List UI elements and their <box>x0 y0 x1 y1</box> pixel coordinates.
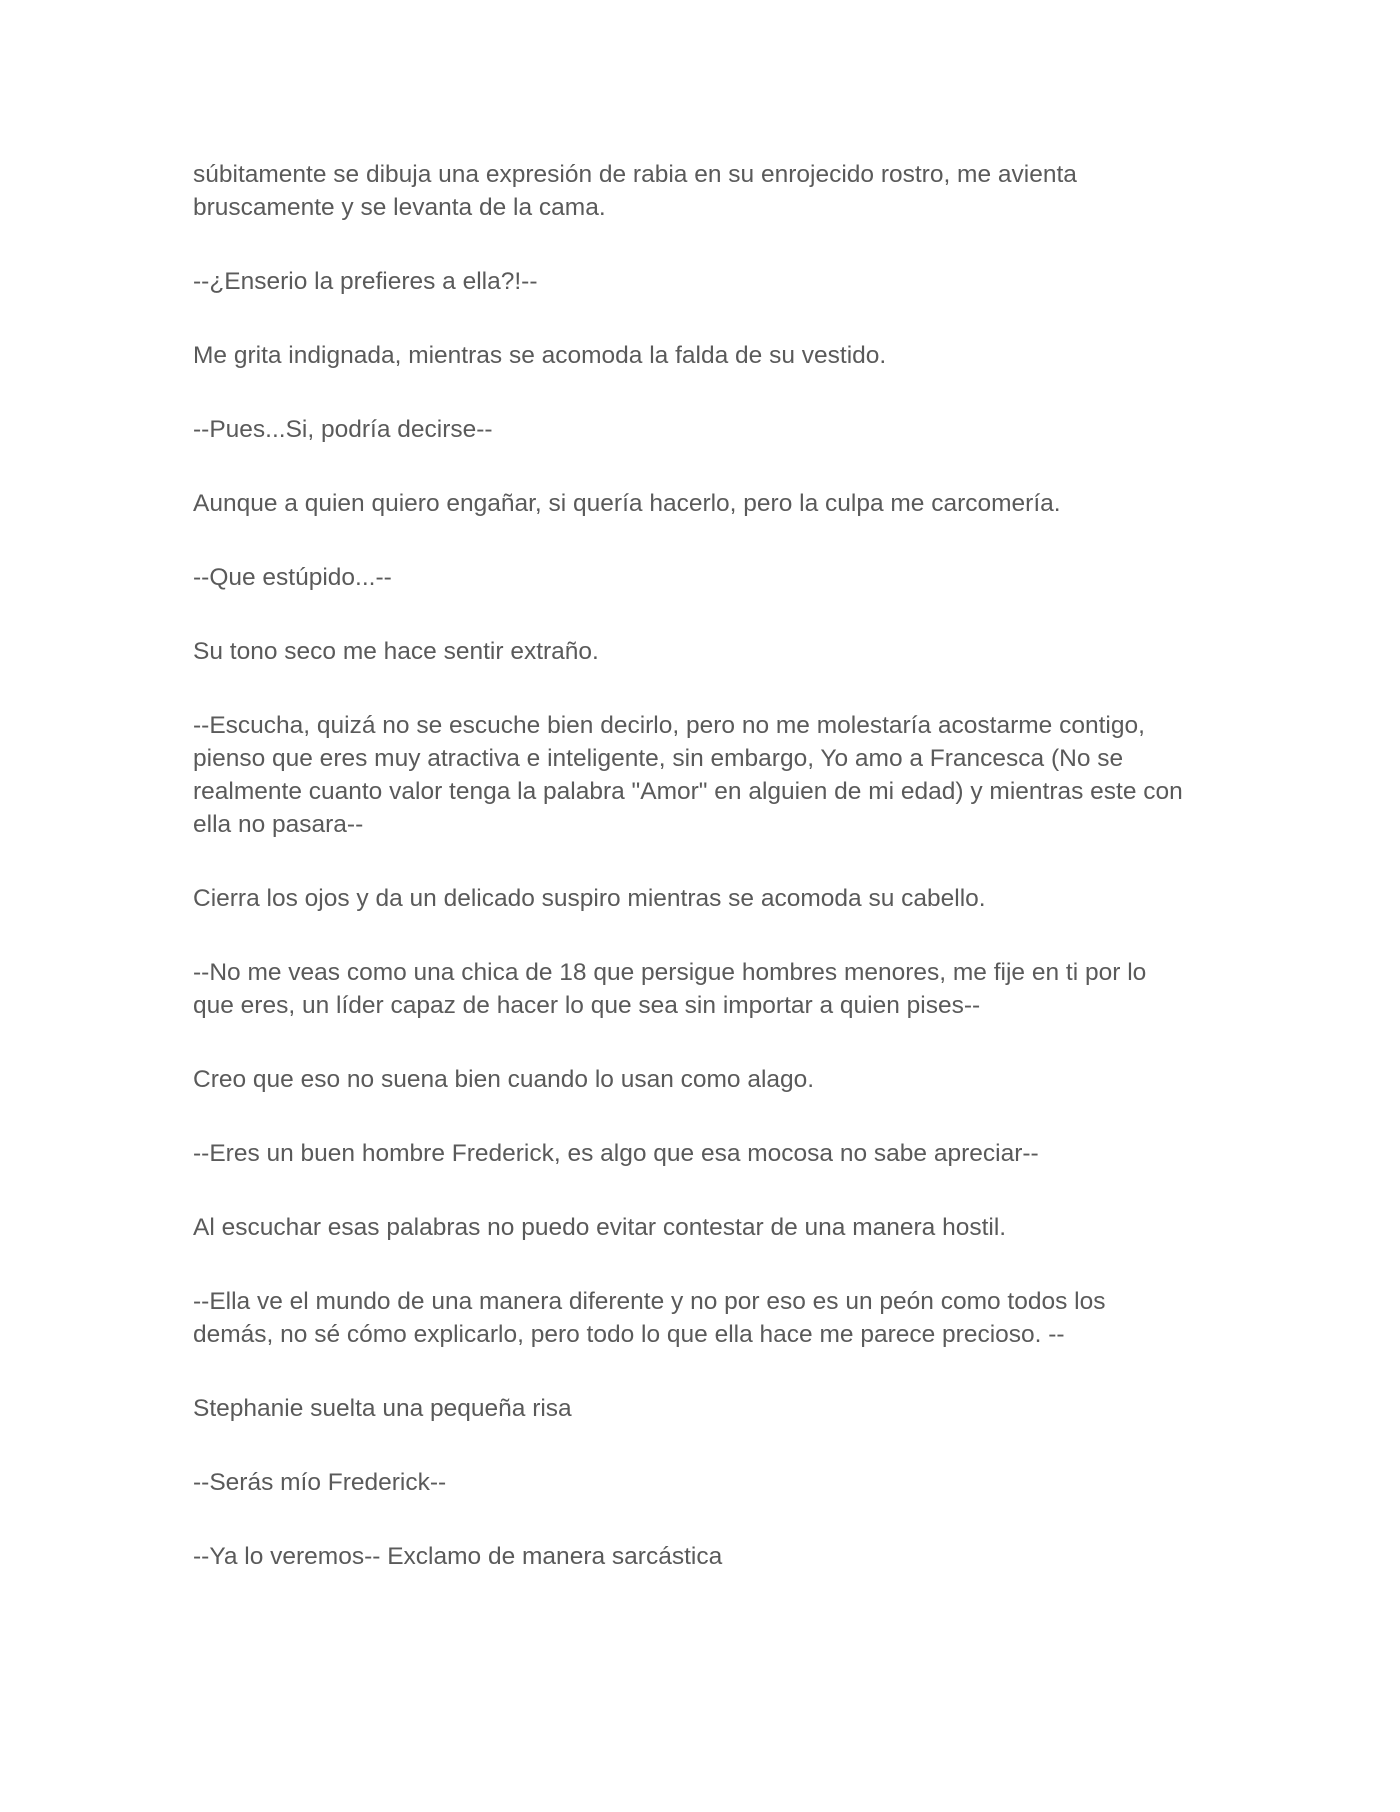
paragraph: Creo que eso no suena bien cuando lo usan como alago. <box>193 1066 815 1093</box>
paragraph: Me grita indignada, mientras se acomoda la falda de su vestido. <box>193 342 887 369</box>
paragraph: --Eres un buen hombre Frederick, es algo que esa mocosa no sabe apreciar-- <box>193 1140 1039 1167</box>
paragraph: --Ya lo veremos-- Exclamo de manera sarcástica <box>193 1543 723 1570</box>
paragraph: Su tono seco me hace sentir extraño. <box>193 638 599 665</box>
paragraph: --Serás mío Frederick-- <box>193 1469 447 1496</box>
paragraph: --No me veas como una chica de 18 que persigue hombres menores, me fije en ti por lo que eres, un líder capaz de hacer lo que sea sin importar a quien pises-- <box>193 959 1147 1019</box>
paragraph: Stephanie suelta una pequeña risa <box>193 1395 572 1422</box>
paragraph: --Que estúpido...-- <box>193 564 392 591</box>
body-text <box>193 158 1183 1614</box>
paragraph: súbitamente se dibuja una expresión de rabia en su enrojecido rostro, me avienta bruscamente y se levanta de la cama. <box>193 161 1077 221</box>
paragraph: Cierra los ojos y da un delicado suspiro mientras se acomoda su cabello. <box>193 885 986 912</box>
paragraph: --Escucha, quizá no se escuche bien decirlo, pero no me molestaría acostarme contigo, pienso que eres muy atractiva e inteligente, sin embargo, Yo amo a Francesca (No se realmente cuanto valor tenga la palabra "Amor" en alguien de mi edad) y mientras este con ella no pasara-- <box>193 712 1183 838</box>
paragraph: Aunque a quien quiero engañar, si quería hacerlo, pero la culpa me carcomería. <box>193 490 1061 517</box>
paragraph: --Ella ve el mundo de una manera diferente y no por eso es un peón como todos los demás, no sé cómo explicarlo, pero todo lo que ella hace me parece precioso. -- <box>193 1288 1106 1348</box>
paragraph: --Pues...Si, podría decirse-- <box>193 416 493 443</box>
paragraph: --¿Enserio la prefieres a ella?!-- <box>193 268 538 295</box>
paragraph: Al escuchar esas palabras no puedo evitar contestar de una manera hostil. <box>193 1214 1007 1241</box>
